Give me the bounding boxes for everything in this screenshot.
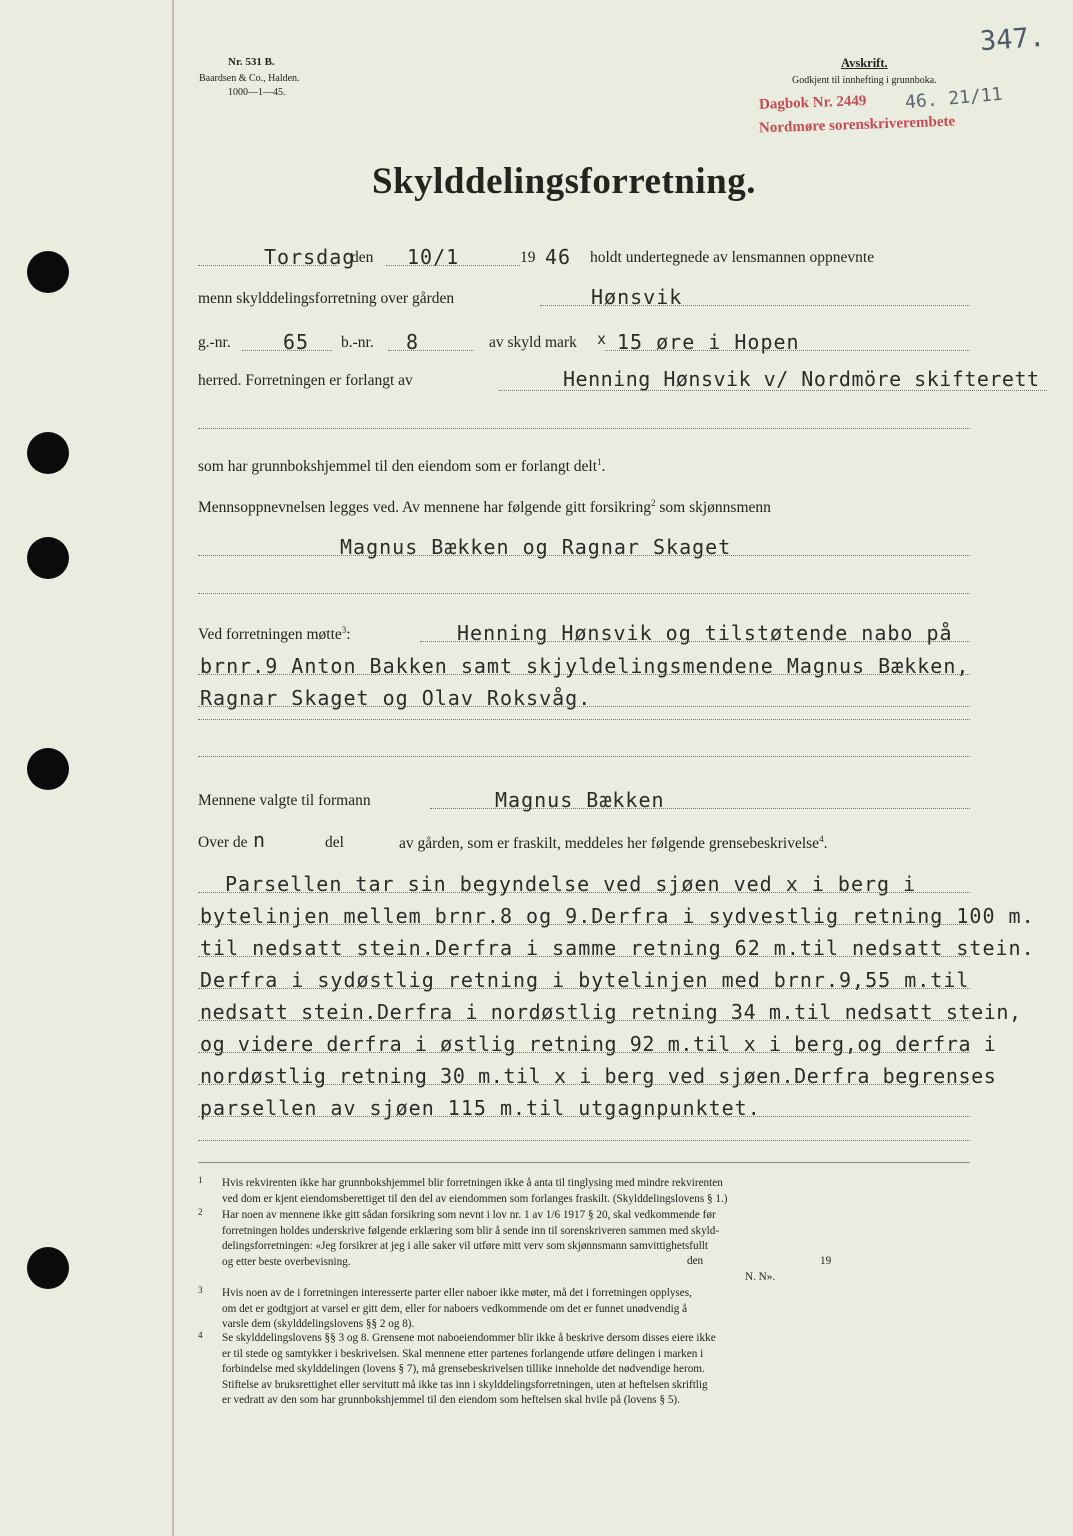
binder-hole [27, 537, 69, 579]
description-line-8: parsellen av sjøen 115 m.til utgagnpunktet. [200, 1096, 761, 1120]
footnote-2-den: den [687, 1255, 704, 1267]
skyld-value-field: 15 øre i Hopen [617, 330, 800, 354]
form-number: Nr. 531 B. [228, 56, 275, 68]
description-line-2: bytelinjen mellem brnr.8 og 9.Derfra i sydvestlig retning 100 m. [200, 904, 1035, 928]
description-line-1: Parsellen tar sin begyndelse ved sjøen ved x i berg i [225, 872, 917, 896]
motte-label: Ved forretningen møtte$^3$: [198, 625, 351, 644]
bnr-field: 8 [406, 330, 420, 354]
binder-hole [27, 1247, 69, 1289]
footnote-4: 4 Se skylddelingslovens §§ 3 og 8. Grensene mot naboeiendommer blir ikke å beskrive dersom disses eiere ikke er til stede og samtykker i beskrivelsen. Skal mennene etter partenes forlangende utføre delingen i marken i forbindelse med skylddelingen (lovens § 7), må grensebeskrivelsen tillike inneholde det nødvendige herom. Stiftelse av bruksrettighet eller servitutt må ikke tas inn i skylddelingsforretningen, uten at heftelsen skriftlig er vedratt av den som har grunnbokshjemmel til den eiendom som heftelsen skal hvile på (lovens § 5). [198, 1330, 716, 1407]
footnote-2-signature: N. N». [745, 1271, 776, 1283]
copy-label: Avskrift. [841, 56, 888, 70]
date-field: 10/1 [407, 245, 460, 269]
copy-approval: Godkjent til innhefting i grunnboka. [792, 75, 937, 86]
printer-name: Baardsen & Co., Halden. [199, 73, 300, 84]
description-line-5: nedsatt stein.Derfra i nordøstlig retning 34 m.til nedsatt stein, [200, 1000, 1022, 1024]
footnote-2: 2 Har noen av mennene ikke gitt sådan forsikring som nevnt i lov nr. 1 av 1/6 1917 § 20, skal vedkommende før forretningen holdes underskrive følgende erklæring som blir å sende inn til sorenskriveren sammen med skyld- delingsforretningen: «Jeg forsikrer at jeg i alle saker vil utføre mitt verv som skjønnsmann samvittighetsfullt og etter beste overbevisning. [198, 1207, 720, 1268]
description-line-6: og videre derfra i østlig retning 92 m.til x i berg,og derfra i [200, 1032, 997, 1056]
binder-hole [27, 251, 69, 293]
day-field: Torsdag [264, 245, 356, 269]
footnote-3: 3 Hvis noen av de i forretningen interesserte parter eller naboer ikke møter, må det i forretningen opplyses, om det er godtgjort at varsel er gitt dem, eller for naboers vedkommende om det er funnet unødvendig å varsle dem (skylddelingslovens §§ 2 og 8). [198, 1285, 692, 1331]
skjonnsmenn-field: Magnus Bækken og Ragnar Skaget [340, 535, 732, 559]
herred-label: herred. Forretningen er forlangt av [198, 372, 413, 389]
fill-line [198, 593, 970, 594]
grensebeskrivelse-label: av gården, som er fraskilt, meddeles her følgende grensebeskrivelse$^4$. [399, 834, 828, 853]
skyld-label: av skyld mark [489, 334, 577, 351]
den-label: den [351, 249, 374, 266]
formann-field: Magnus Bækken [495, 788, 665, 812]
over-de-field: n [253, 828, 266, 852]
grunnbok-text: som har grunnbokshjemmel til den eiendom som er forlangt delt$^1$. [198, 457, 606, 476]
page-title: Skylddelingsforretning. [372, 161, 756, 202]
fill-line [198, 719, 970, 720]
year-prefix: 19 [520, 249, 536, 266]
footnote-1: 1 Hvis rekvirenten ikke har grunnbokshjemmel blir forretningen ikke å anta til tinglysing med mindre rekvirenten ved dom er kjent eiendomsberettiget til den del av eiendommen som forlanges fraskilt. (Skylddelingslovens § 1.) [198, 1175, 728, 1205]
fill-line [198, 1140, 970, 1141]
skyld-mark: x [597, 330, 608, 348]
description-line-7: nordøstlig retning 30 m.til x i berg ved sjøen.Derfra begrenses [200, 1064, 997, 1088]
fill-line [388, 350, 474, 351]
stamp-journal-number: Dagbok Nr. 2449 [758, 93, 867, 113]
description-line-3: til nedsatt stein.Derfra i samme retning 62 m.til nedsatt stein. [200, 936, 1035, 960]
requested-by-field: Henning Hønsvik v/ Nordmöre skifterett [563, 367, 1040, 391]
motte-line-1: Henning Hønsvik og tilstøtende nabo på [457, 621, 953, 645]
bnr-label: b.-nr. [341, 334, 374, 351]
fill-line [198, 756, 970, 757]
margin-line [172, 0, 174, 1536]
stamp-office: Nordmøre sorenskriverembete [758, 113, 956, 137]
formann-label: Mennene valgte til formann [198, 792, 371, 809]
footnote-divider [198, 1162, 970, 1163]
fill-line [198, 428, 970, 429]
stamp-handwritten-date: 46. 21/11 [904, 83, 1004, 114]
gnr-field: 65 [283, 330, 310, 354]
motte-line-2: brnr.9 Anton Bakken samt skjyldelingsmendene Magnus Bækken, [200, 654, 970, 678]
description-line-4: Derfra i sydøstlig retning i bytelinjen med brnr.9,55 m.til [200, 968, 970, 992]
binder-hole [27, 432, 69, 474]
farm-name-field: Hønsvik [591, 285, 683, 309]
over-de-label: Over de [198, 834, 248, 851]
page-number: 347. [978, 21, 1047, 58]
del-label: del [325, 834, 344, 851]
gnr-label: g.-nr. [198, 334, 231, 351]
mennsoppnevnelse-text: Mennsoppnevnelsen legges ved. Av mennene har følgende gitt forsikring$^2$ som skjønnsmenn [198, 498, 771, 517]
print-run: 1000—1—45. [228, 87, 286, 98]
farm-label: menn skylddelingsforretning over gården [198, 290, 455, 307]
binder-hole [27, 748, 69, 790]
motte-line-3: Ragnar Skaget og Olav Roksvåg. [200, 686, 592, 710]
year-field: 46 [545, 245, 572, 269]
footnote-2-year: 19 [820, 1255, 832, 1267]
intro-text: holdt undertegnede av lensmannen oppnevnte [590, 249, 875, 266]
